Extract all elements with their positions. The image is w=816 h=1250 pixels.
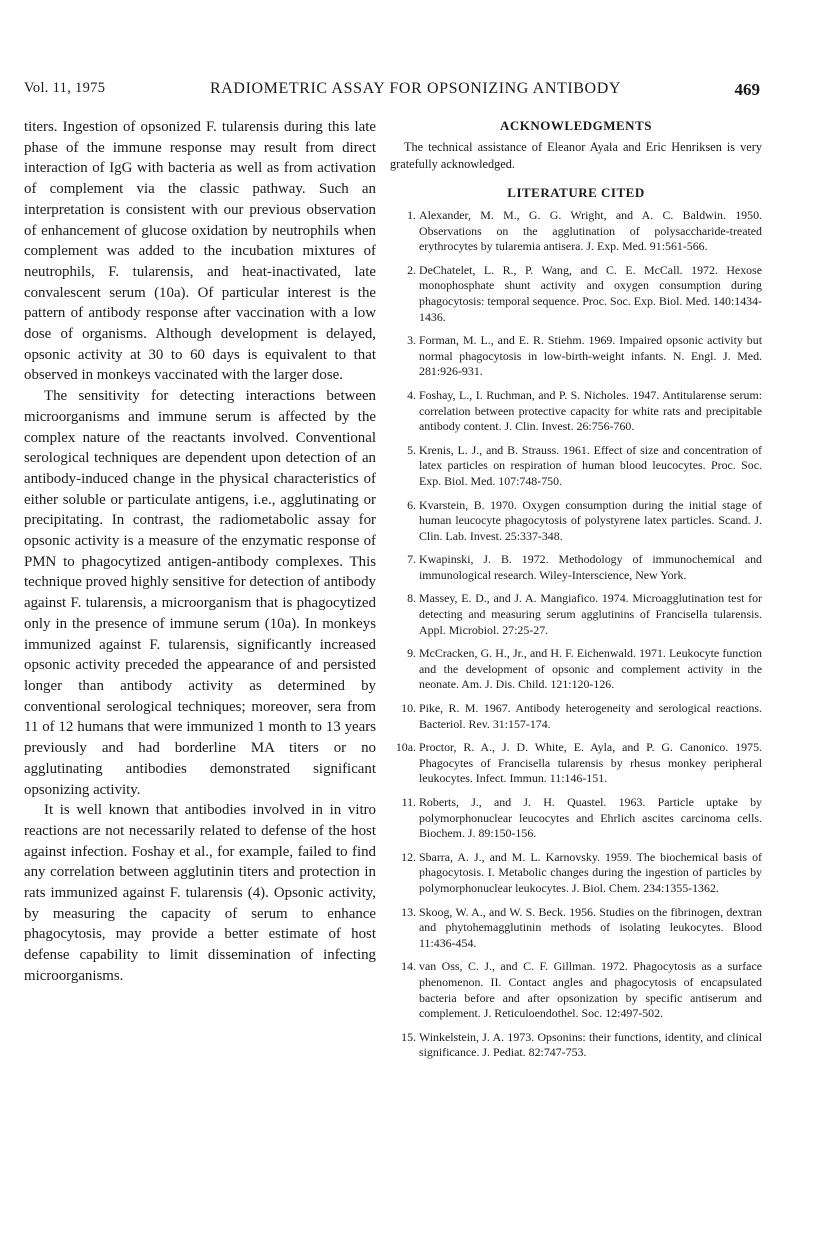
reference-number: 3. [407, 333, 416, 348]
reference-text: Kwapinski, J. B. 1972. Methodology of immunochemical and immunological research. Wiley-Interscience, New York. [419, 552, 762, 582]
reference-text: Krenis, L. J., and B. Strauss. 1961. Effect of size and concentration of latex particles on respiration of human blood leucocytes. Proc. Soc. Exp. Biol. Med. 107:748-750. [419, 442, 762, 488]
literature-heading: LITERATURE CITED [507, 185, 645, 200]
reference-number: 11. [401, 795, 416, 809]
reference-item [390, 740, 762, 787]
reference-text: Pike, R. M. 1967. Antibody heterogeneity and serological reactions. Bacteriol. Rev. 31:157-174. [419, 701, 762, 731]
volume-label: Vol. 11, 1975 [24, 80, 106, 96]
reference-text: Sbarra, A. J., and M. L. Karnovsky. 1959. The biochemical basis of phagocytosis. I. Metabolic changes during the ingestion of particles by polymorphonuclear leukocytes. J. Biol. Chem. 234:1355-1362. [419, 849, 762, 895]
reference-number: 4. [407, 387, 416, 402]
running-title: RADIOMETRIC ASSAY FOR OPSONIZING ANTIBODY [210, 80, 622, 97]
body-paragraph: The sensitivity for detecting interactions between microorganisms and immune serum is affected by the complex nature of the reactants involved. Conventional serological techniques are dependent upon detection of an antibody-induced change in the physical characteristics of either soluble or particulate antigens, i.e., agglutinating or precipitating. In contrast, the radiometabolic assay for opsonic activity is a measure of the enzymatic response of PMN to phagocytized antigen-antibody complexes. This technique proved highly sensitive for detection of antibody against F. tularensis, a microorganism that is phagocytized only in the presence of immune serum (10a). In monkeys immunized against F. tularensis, significantly increased opsonic activity preceded the appearance of and persisted longer than antibody activity as determined by conventional serological techniques; moreover, sera from 11 of 12 humans that were immunized 1 month to 13 years previously and had borderline MA titers or no agglutinating antibodies demonstrated significant opsonizing activity. [24, 388, 376, 798]
reference-text: McCracken, G. H., Jr., and H. F. Eichenwald. 1971. Leukocyte function and the development of opsonic and complement activity in the neonate. Am. J. Dis. Child. 121:120-126. [419, 646, 762, 692]
reference-item [390, 552, 762, 583]
reference-text: Kvarstein, B. 1970. Oxygen consumption during the initial stage of human leucocyte phagocytosis of polystyrene latex particles. Scand. J. Clin. Lab. Invest. 25:337-348. [419, 497, 762, 543]
reference-number: 8. [407, 591, 416, 606]
reference-item [390, 1030, 762, 1061]
reference-number: 12. [401, 849, 416, 864]
reference-text: van Oss, C. J., and C. F. Gillman. 1972. Phagocytosis as a surface phenomenon. II. Contact angles and phagocytosis of encapsulated bacteria before and after opsonization by specific antiserum and complement. J. Reticuloendothel. Soc. 12:497-502. [419, 959, 762, 1021]
reference-text: Winkelstein, J. A. 1973. Opsonins: their functions, identity, and clinical significance. J. Pediat. 82:747-753. [419, 1029, 762, 1060]
right-column [390, 117, 762, 1069]
reference-text: DeChatelet, L. R., P. Wang, and C. E. McCall. 1972. Hexose monophosphate shunt activity and oxygen consumption during phagocytosis: temporal sequence. Proc. Soc. Exp. Biol. Med. 140:1434-1436. [419, 262, 762, 324]
reference-number: 1. [407, 208, 416, 222]
body-paragraph: It is well known that antibodies involved in in vitro reactions are not necessarily related to defense of the host against infection. Foshay et al., for example, failed to find any correlation between agglutinin titers and protection in rats immunized against F. tularensis (4). Opsonic activity, by measuring the capacity of serum to enhance phagocytosis, may provide a better estimate of host defense capability to limit dissemination of infecting microorganisms. [24, 802, 376, 984]
reference-item [390, 646, 762, 693]
reference-number: 14. [401, 959, 416, 974]
reference-text: Alexander, M. M., G. G. Wright, and A. C. Baldwin. 1950. Observations on the agglutination of polysaccharide-treated erythrocytes by tularemia antisera. J. Exp. Med. 91:561-566. [419, 208, 762, 254]
reference-number: 6. [407, 497, 416, 512]
acknowledgments-heading: ACKNOWLEDGMENTS [500, 118, 652, 133]
reference-item [390, 443, 762, 490]
reference-item [390, 591, 762, 638]
reference-number: 13. [401, 904, 416, 919]
reference-text: Proctor, R. A., J. D. White, E. Ayla, and P. G. Canonico. 1975. Phagocytes of Francisella tularensis by rhesus monkey peripheral leukocytes. Infect. Immun. 11:146-151. [419, 740, 762, 786]
reference-number: 7. [407, 552, 416, 567]
reference-list [390, 208, 762, 1061]
page-number: 469 [734, 80, 760, 99]
reference-item [390, 905, 762, 952]
reference-number: 9. [407, 646, 416, 661]
reference-item [390, 795, 762, 842]
body-paragraph: titers. Ingestion of opsonized F. tularensis during this late phase of the immune response may result from direct interaction of IgG with bacteria as well as from activation of complement via the classic pathway. Such an interpretation is consistent with our previous observation of enhancement of glucose oxidation by neutrophils when complement was added to the incubation mixtures of neutrophils, F. tularensis, and heat-inactivated, late convalescent serum (10a). Of particular interest is the pattern of antibody response after vaccination with a low dose of organisms. Although development is delayed, opsonic activity at 30 to 60 days is equivalent to that observed in monkeys vaccinated with the larger dose. [24, 119, 376, 384]
reference-number: 15. [401, 1029, 416, 1044]
reference-number: 2. [407, 262, 416, 277]
reference-item [390, 388, 762, 435]
reference-number: 10a. [395, 740, 416, 755]
left-column [24, 117, 376, 987]
reference-item [390, 498, 762, 545]
reference-text: Massey, E. D., and J. A. Mangiafico. 1974. Microagglutination test for detecting and measuring serum agglutinins of Francisella tularensis. Appl. Microbiol. 27:25-27. [419, 591, 762, 637]
reference-item [390, 850, 762, 897]
page-header [24, 80, 760, 102]
reference-text: Skoog, W. A., and W. S. Beck. 1956. Studies on the fibrinogen, dextran and phytohemagglutinin methods of isolating leukocytes. Blood 11:436-454. [419, 904, 762, 950]
reference-text: Roberts, J., and J. H. Quastel. 1963. Particle uptake by polymorphonuclear leucocytes and Ehrlich ascites carcinoma cells. Biochem. J. 89:150-156. [419, 795, 762, 841]
acknowledgments-text: The technical assistance of Eleanor Ayala and Eric Henriksen is very gratefully acknowledged. [390, 140, 762, 171]
reference-item [390, 263, 762, 325]
reference-item [390, 333, 762, 380]
reference-number: 10. [401, 701, 416, 716]
reference-text: Foshay, L., I. Ruchman, and P. S. Nicholes. 1947. Antitularense serum: correlation between protective capacity for white rats and precipitable antibody content. J. Clin. Invest. 26:756-760. [419, 387, 762, 434]
reference-text: Forman, M. L., and E. R. Stiehm. 1969. Impaired opsonic activity but normal phagocytosis in low-birth-weight infants. N. Engl. J. Med. 281:926-931. [419, 333, 762, 379]
reference-item [390, 959, 762, 1021]
reference-number: 5. [407, 442, 416, 457]
reference-item [390, 701, 762, 732]
reference-item [390, 208, 762, 255]
